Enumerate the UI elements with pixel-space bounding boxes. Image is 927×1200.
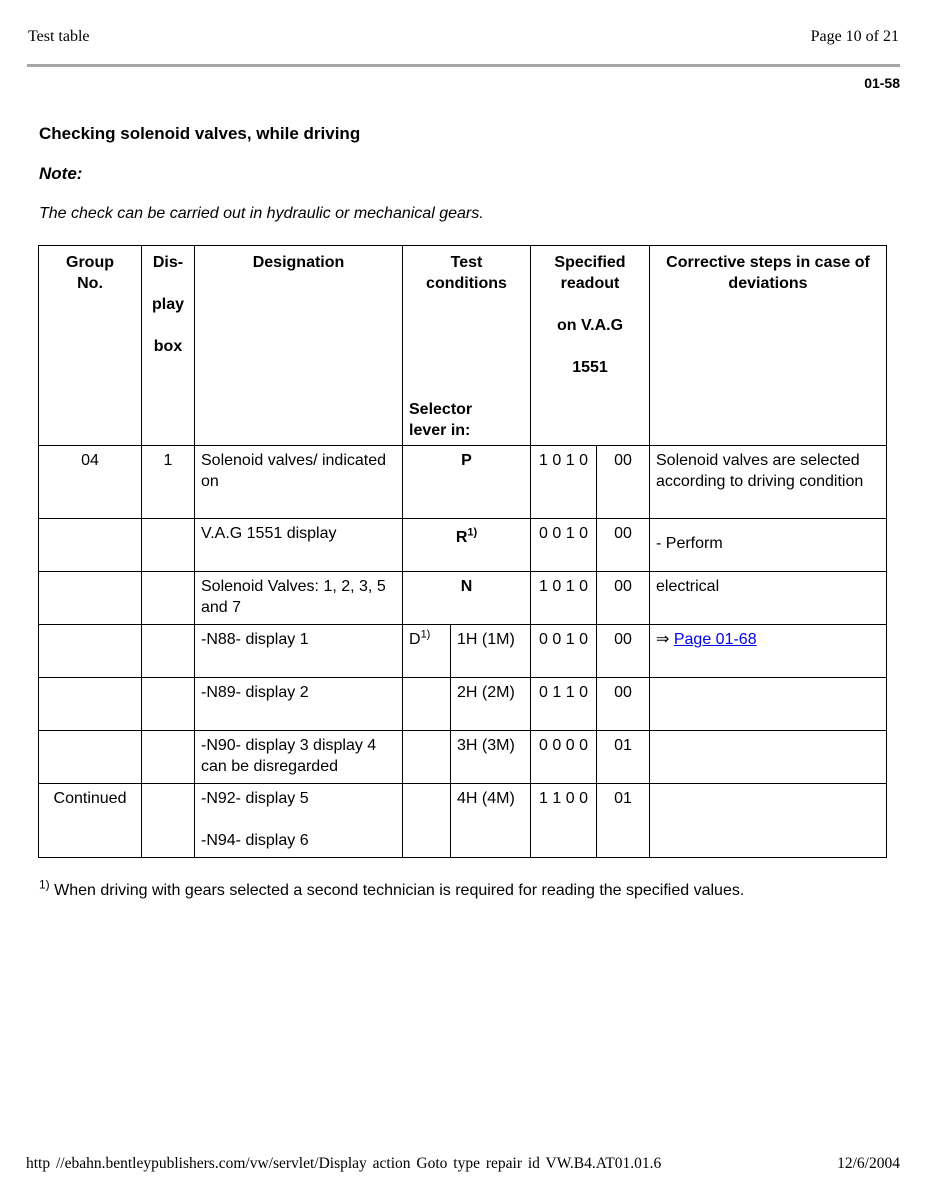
cell-selector: [403, 731, 451, 784]
cell-code: 00: [597, 678, 650, 731]
footnote-text: When driving with gears selected a second technician is required for reading the specified values.: [54, 882, 745, 899]
cell-selector: N: [403, 572, 531, 625]
note-text: The check can be carried out in hydraulic or mechanical gears.: [39, 205, 484, 222]
header-group: Group No.: [39, 246, 142, 446]
header-corrective-steps: Corrective steps in case of deviations: [650, 246, 887, 446]
cell-designation: V.A.G 1551 display: [195, 519, 403, 572]
cell-group: 04: [39, 446, 142, 519]
footnote-marker: 1): [39, 877, 50, 892]
table-row: [39, 625, 887, 678]
cell-code: 01: [597, 731, 650, 784]
cell-box: [142, 784, 195, 858]
cell-group: [39, 625, 142, 678]
cell-selector: P: [403, 446, 531, 519]
cell-box: [142, 519, 195, 572]
note-label: Note:: [39, 164, 83, 183]
cell-readout: 1 1 0 0: [531, 784, 597, 858]
table-row: [39, 572, 887, 625]
cell-gear: 4H (4M): [451, 784, 531, 858]
cell-code: 01: [597, 784, 650, 858]
cell-readout: 0 1 1 0: [531, 678, 597, 731]
header-title: Test table: [28, 28, 90, 45]
cell-group: [39, 731, 142, 784]
header-display-box: Dis- play box: [142, 246, 195, 446]
page-number: Page 10 of 21: [810, 28, 899, 45]
cell-readout: 0 0 0 0: [531, 731, 597, 784]
cell-code: 00: [597, 519, 650, 572]
page-link[interactable]: Page 01-68: [673, 631, 757, 648]
footer-date: 12/6/2004: [837, 1155, 900, 1172]
cell-corrective: [650, 731, 887, 784]
footer-url: http //ebahn.bentleypublishers.com/vw/servlet/Display action Goto type repair id VW.B4.AT01.01.6: [26, 1155, 662, 1172]
cell-designation: Solenoid valves/ indicated on: [195, 446, 403, 519]
test-table: [38, 245, 887, 858]
cell-group: [39, 678, 142, 731]
cell-selector: [403, 678, 451, 731]
cell-gear: 1H (1M): [451, 625, 531, 678]
cell-corrective: - Perform: [650, 519, 887, 572]
header-specified-readout: Specified readout on V.A.G 1551: [531, 246, 650, 446]
cell-readout: 0 0 1 0: [531, 625, 597, 678]
cell-box: 1: [142, 446, 195, 519]
header-divider: [27, 64, 900, 67]
cell-gear: 3H (3M): [451, 731, 531, 784]
header-selector: Selector lever in:: [409, 401, 473, 439]
cell-gear: 2H (2M): [451, 678, 531, 731]
cell-code: 00: [597, 625, 650, 678]
cell-group: [39, 519, 142, 572]
cell-box: [142, 625, 195, 678]
arrow-icon: ⇒: [656, 631, 670, 648]
header-test-conditions: Test conditions Selector lever in:: [403, 246, 531, 446]
footnote: [39, 877, 745, 900]
cell-selector: $D^{1)}$: [403, 625, 451, 678]
table-row: [39, 784, 887, 858]
cell-designation: -N89- display 2: [195, 678, 403, 731]
cell-corrective: [650, 678, 887, 731]
table-row: [39, 731, 887, 784]
cell-readout: 1 0 1 0: [531, 572, 597, 625]
section-code: 01-58: [864, 75, 900, 91]
header-designation: Designation: [195, 246, 403, 446]
cell-designation: Solenoid Valves: 1, 2, 3, 5 and 7: [195, 572, 403, 625]
cell-box: [142, 572, 195, 625]
cell-corrective: [650, 784, 887, 858]
cell-group: [39, 572, 142, 625]
cell-group: Continued: [39, 784, 142, 858]
cell-designation: -N88- display 1: [195, 625, 403, 678]
cell-readout: 0 0 1 0: [531, 519, 597, 572]
footnote-ref: 1): [467, 526, 478, 539]
cell-selector: [403, 784, 451, 858]
cell-code: 00: [597, 572, 650, 625]
cell-selector: $R^{1)}$: [403, 519, 531, 572]
footnote-ref: 1): [420, 628, 431, 641]
table-header-row: [39, 246, 887, 446]
cell-box: [142, 731, 195, 784]
cell-designation: -N90- display 3 display 4 can be disregarded: [195, 731, 403, 784]
cell-readout: 1 0 1 0: [531, 446, 597, 519]
table-row: [39, 446, 887, 519]
cell-corrective: electrical: [650, 572, 887, 625]
cell-box: [142, 678, 195, 731]
cell-corrective: Solenoid valves are selected according to driving condition: [650, 446, 887, 519]
cell-designation: -N92- display 5 -N94- display 6: [195, 784, 403, 858]
table-row: [39, 678, 887, 731]
cell-code: 00: [597, 446, 650, 519]
table-row: [39, 519, 887, 572]
page-title: Checking solenoid valves, while driving: [39, 124, 361, 143]
cell-corrective: [650, 625, 887, 678]
